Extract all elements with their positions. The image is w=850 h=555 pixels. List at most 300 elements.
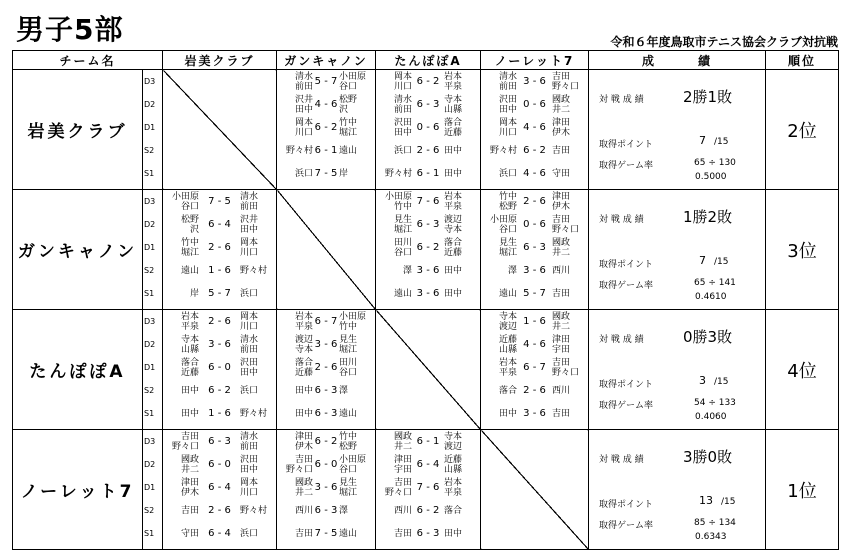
left-players (376, 289, 412, 299)
left-players (376, 506, 412, 516)
player-name: 沢井 (295, 94, 314, 105)
team-row (13, 190, 839, 310)
player-name: 伊木 (552, 127, 571, 138)
left-players (163, 289, 199, 299)
player-name: 岩本 (444, 191, 463, 202)
points-value-group (699, 254, 728, 267)
player-name: 岸 (190, 288, 200, 299)
player-name: 平泉 (444, 201, 463, 212)
player-name: 田中 (240, 464, 259, 475)
right-players (339, 478, 375, 498)
player-name: 平泉 (181, 321, 200, 332)
player-name: 田中 (444, 145, 463, 156)
right-players (444, 432, 480, 452)
player-name: 國政 (295, 477, 314, 488)
match-cell (277, 310, 376, 430)
player-name: 田中 (181, 408, 200, 419)
left-players (277, 118, 313, 138)
match-score: 6 - 3 (208, 435, 231, 447)
results-cell (589, 310, 766, 430)
match-line (481, 379, 588, 402)
player-name: 沢井 (240, 214, 259, 225)
left-players (376, 455, 412, 475)
player-name: 津田 (394, 454, 413, 465)
match-score: 6 - 3 (416, 218, 440, 230)
player-name: 松野 (339, 94, 358, 105)
match-line (481, 236, 588, 259)
player-name: 堀江 (339, 344, 358, 355)
match-score: 6 - 1 (416, 167, 440, 179)
match-line (163, 236, 276, 259)
player-name: 谷口 (499, 224, 518, 235)
player-name: 浜口 (394, 145, 413, 156)
player-name: 國政 (552, 237, 571, 248)
left-players (163, 409, 199, 419)
match-score: 7 - 5 (314, 527, 338, 539)
player-name: 渡辺 (444, 214, 463, 225)
team-row (13, 310, 839, 430)
match-score: 1 - 6 (208, 407, 231, 419)
right-players (444, 529, 480, 539)
left-players (481, 289, 517, 299)
right-players (444, 478, 480, 498)
player-name: 平泉 (295, 321, 314, 332)
player-name: 前田 (499, 81, 518, 92)
match-line (163, 430, 276, 453)
player-name: 前田 (394, 104, 413, 115)
player-name: 田中 (394, 127, 413, 138)
player-name: 松野 (499, 201, 518, 212)
player-name: 田中 (240, 224, 259, 235)
left-players (376, 238, 412, 258)
match-code: D3 (144, 437, 156, 446)
left-players (163, 432, 199, 452)
left-players (163, 215, 199, 235)
match-score: 6 - 2 (416, 75, 440, 87)
match-line (481, 116, 588, 139)
match-score: 4 - 6 (523, 121, 546, 133)
player-name: 平泉 (499, 367, 518, 378)
games-ratio: 65 ÷ 141 (694, 278, 736, 288)
player-name: 谷口 (394, 247, 413, 258)
points-label: 取得ポイント (599, 140, 654, 150)
game-rate-label: 取得ゲーム率 (599, 161, 654, 171)
match-score: 6 - 4 (208, 481, 231, 493)
match-score: 2 - 6 (314, 361, 338, 373)
match-score: 6 - 1 (416, 435, 440, 447)
match-line (277, 310, 375, 333)
results-cell (589, 190, 766, 310)
player-name: 近藤 (444, 247, 463, 258)
player-name: 吉田 (552, 214, 571, 225)
player-name: 渡辺 (295, 334, 314, 345)
match-score: 2 - 6 (208, 504, 231, 516)
left-players (481, 146, 517, 156)
match-score: 6 - 4 (208, 527, 231, 539)
match-score: 5 - 7 (523, 287, 546, 299)
player-name: 清水 (394, 94, 413, 105)
left-players (481, 335, 517, 355)
player-name: 清水 (295, 71, 314, 82)
match-line (163, 356, 276, 379)
player-name: 近藤 (499, 334, 518, 345)
left-players (481, 192, 517, 212)
game-rate-value: 0.4610 (695, 292, 727, 302)
points-suffix: /15 (714, 377, 729, 387)
player-name: 津田 (552, 191, 571, 202)
player-name: 寺本 (499, 311, 518, 322)
player-name: 野々口 (552, 367, 580, 378)
match-line (277, 430, 375, 453)
points-label: 取得ポイント (599, 260, 654, 270)
header-rank: 順位 (766, 51, 839, 70)
right-players (339, 386, 375, 396)
player-name: 田中 (295, 104, 314, 115)
left-players (163, 238, 199, 258)
player-name: 田中 (181, 385, 200, 396)
left-players (481, 169, 517, 179)
player-name: 小田原 (172, 191, 200, 202)
player-name: 清水 (499, 71, 518, 82)
match-code: D1 (144, 483, 156, 492)
match-cell (376, 70, 481, 190)
left-players (163, 386, 199, 396)
right-players (444, 169, 480, 179)
match-codes (143, 310, 163, 430)
player-name: 岡本 (240, 237, 259, 248)
points-value: 7 (699, 134, 707, 147)
player-name: 竹中 (181, 237, 200, 248)
right-players (552, 335, 588, 355)
player-name: 岡本 (295, 117, 314, 128)
player-name: 渡辺 (444, 441, 463, 452)
left-players (277, 146, 313, 156)
self-match-cell (277, 190, 376, 310)
match-score: 4 - 6 (523, 338, 546, 350)
match-line (163, 402, 276, 425)
match-score: 6 - 1 (314, 144, 338, 156)
player-name: 吉田 (552, 71, 571, 82)
match-codes (143, 70, 163, 190)
player-name: 野々村 (240, 265, 268, 276)
points-value-group (699, 494, 735, 507)
right-players (444, 95, 480, 115)
match-score: 2 - 6 (523, 195, 546, 207)
player-name: 山縣 (181, 344, 200, 355)
player-name: 浜口 (240, 288, 259, 299)
match-score: 6 - 3 (314, 504, 338, 516)
player-name: 浜口 (240, 528, 259, 539)
match-code: S1 (144, 289, 155, 298)
player-name: 小田原 (339, 311, 367, 322)
player-name: 沢田 (499, 94, 518, 105)
match-line (277, 333, 375, 356)
player-name: 近藤 (181, 367, 200, 378)
match-score: 0 - 6 (523, 98, 546, 110)
player-name: 平泉 (444, 81, 463, 92)
match-score: 6 - 3 (314, 407, 338, 419)
match-codes (143, 430, 163, 550)
player-name: 津田 (295, 431, 314, 442)
player-name: 野々村 (240, 408, 268, 419)
left-players (277, 432, 313, 452)
left-players (163, 478, 199, 498)
player-name: 谷口 (339, 367, 358, 378)
player-name: 伊木 (295, 441, 314, 452)
player-name: 浜口 (240, 385, 259, 396)
player-name: 前田 (240, 441, 259, 452)
player-name: 堀江 (499, 247, 518, 258)
right-players (339, 146, 375, 156)
right-players (339, 432, 375, 452)
match-code: D2 (144, 100, 156, 109)
player-name: 國政 (394, 431, 413, 442)
player-name: 野々口 (552, 224, 580, 235)
player-name: 沢 (190, 224, 200, 235)
record-label: 対 戦 成 績 (599, 95, 644, 105)
player-name: 田川 (394, 237, 413, 248)
match-score: 6 - 4 (208, 218, 231, 230)
right-players (339, 529, 375, 539)
left-players (376, 146, 412, 156)
player-name: 寺本 (444, 94, 463, 105)
right-players (240, 455, 276, 475)
header-row (13, 51, 839, 70)
right-players (240, 192, 276, 212)
player-name: 落合 (295, 357, 314, 368)
match-line (277, 499, 375, 522)
player-name: 遠山 (339, 408, 358, 419)
player-name: 岡本 (240, 477, 259, 488)
right-players (339, 72, 375, 92)
left-players (481, 312, 517, 332)
player-name: 野々村 (286, 145, 314, 156)
match-cell (481, 190, 589, 310)
left-players (277, 455, 313, 475)
match-line (376, 70, 480, 93)
left-players (376, 432, 412, 452)
right-players (552, 266, 588, 276)
player-name: 田中 (444, 168, 463, 179)
points-suffix: /15 (721, 497, 736, 507)
player-name: 見生 (394, 214, 413, 225)
player-name: 國政 (552, 311, 571, 322)
points-value: 3 (699, 374, 707, 387)
player-name: 岩本 (499, 357, 518, 368)
player-name: 竹中 (499, 191, 518, 202)
player-name: 吉田 (552, 288, 571, 299)
match-line (481, 333, 588, 356)
right-players (552, 238, 588, 258)
player-name: 川口 (240, 487, 259, 498)
right-players (552, 192, 588, 212)
match-cell (277, 70, 376, 190)
match-cell (163, 310, 277, 430)
match-score: 7 - 6 (416, 195, 440, 207)
match-line (481, 93, 588, 116)
player-name: 山縣 (444, 104, 463, 115)
team-name: ガンキャノン (13, 190, 143, 310)
player-name: 吉田 (552, 408, 571, 419)
player-name: 野々村 (240, 505, 268, 516)
match-score: 1 - 6 (208, 264, 231, 276)
player-name: 田中 (499, 104, 518, 115)
player-name: 岩本 (295, 311, 314, 322)
player-name: 岩本 (444, 477, 463, 488)
match-code: D1 (144, 243, 156, 252)
right-players (552, 146, 588, 156)
left-players (376, 95, 412, 115)
left-players (163, 358, 199, 378)
right-players (552, 118, 588, 138)
player-name: 岡本 (499, 117, 518, 128)
match-cell (376, 190, 481, 310)
team-row (13, 430, 839, 550)
match-line (376, 453, 480, 476)
player-name: 田中 (444, 528, 463, 539)
player-name: 井二 (552, 321, 571, 332)
match-code: D3 (144, 317, 156, 326)
right-players (339, 358, 375, 378)
left-players (277, 72, 313, 92)
match-score: 6 - 2 (208, 384, 231, 396)
left-players (163, 335, 199, 355)
player-name: 田中 (295, 408, 314, 419)
player-name: 松野 (339, 441, 358, 452)
match-line (163, 499, 276, 522)
left-players (481, 72, 517, 92)
right-players (339, 409, 375, 419)
match-code: S2 (144, 146, 155, 155)
right-players (444, 455, 480, 475)
left-players (481, 266, 517, 276)
match-line (481, 282, 588, 305)
player-name: 遠山 (394, 288, 413, 299)
player-name: 伊木 (552, 201, 571, 212)
player-name: 野々口 (172, 441, 200, 452)
player-name: 宇田 (394, 464, 413, 475)
player-name: 清水 (240, 431, 259, 442)
right-players (339, 312, 375, 332)
match-score: 0 - 6 (416, 121, 440, 133)
match-line (376, 476, 480, 499)
right-players (240, 358, 276, 378)
match-score: 3 - 6 (314, 338, 338, 350)
player-name: 吉田 (181, 431, 200, 442)
match-score: 6 - 2 (416, 504, 440, 516)
match-code: S2 (144, 386, 155, 395)
subtitle: 令和６年度鳥取市テニス協会クラブ対抗戦 (610, 35, 838, 49)
right-players (240, 432, 276, 452)
left-players (376, 215, 412, 235)
match-line (481, 190, 588, 213)
left-players (481, 238, 517, 258)
player-name: 堀江 (339, 127, 358, 138)
player-name: 落合 (444, 505, 463, 516)
match-line (163, 259, 276, 282)
player-name: 小田原 (490, 214, 518, 225)
left-players (481, 215, 517, 235)
match-code: D1 (144, 123, 156, 132)
left-players (163, 192, 199, 212)
player-name: 近藤 (444, 454, 463, 465)
match-score: 7 - 6 (416, 481, 440, 493)
match-cell (277, 430, 376, 550)
player-name: 岩本 (181, 311, 200, 322)
player-name: 遠山 (339, 145, 358, 156)
match-line (481, 310, 588, 333)
match-line (376, 259, 480, 282)
player-name: 落合 (181, 357, 200, 368)
player-name: 落合 (499, 385, 518, 396)
player-name: 吉田 (394, 477, 413, 488)
match-code: D2 (144, 340, 156, 349)
player-name: 堀江 (394, 224, 413, 235)
match-line (376, 93, 480, 116)
player-name: 田中 (499, 408, 518, 419)
match-code: S2 (144, 266, 155, 275)
left-players (277, 312, 313, 332)
points-suffix: /15 (714, 137, 729, 147)
player-name: 田中 (444, 265, 463, 276)
game-rate-value: 0.4060 (695, 412, 727, 422)
record-label: 対 戦 成 績 (599, 335, 644, 345)
rank: 3位 (766, 190, 839, 310)
points-value: 13 (699, 494, 714, 507)
left-players (163, 529, 199, 539)
right-players (552, 72, 588, 92)
match-line (376, 282, 480, 305)
match-score: 1 - 6 (523, 315, 546, 327)
match-line (481, 402, 588, 425)
match-line (277, 162, 375, 185)
player-name: 岸 (339, 168, 349, 179)
match-score: 6 - 2 (416, 241, 440, 253)
player-name: 吉田 (552, 357, 571, 368)
player-name: 田中 (295, 385, 314, 396)
match-code: S1 (144, 169, 155, 178)
right-players (240, 312, 276, 332)
left-players (376, 118, 412, 138)
games-ratio: 65 ÷ 130 (694, 158, 736, 168)
match-codes (143, 190, 163, 310)
match-line (376, 213, 480, 236)
points-suffix: /15 (714, 257, 729, 267)
match-score: 6 - 2 (314, 435, 338, 447)
match-code: D1 (144, 363, 156, 372)
match-score: 6 - 4 (416, 458, 440, 470)
right-players (552, 95, 588, 115)
match-score: 6 - 7 (314, 315, 338, 327)
right-players (444, 72, 480, 92)
team-row (13, 70, 839, 190)
player-name: 寺本 (444, 431, 463, 442)
player-name: 川口 (240, 247, 259, 258)
player-name: 守田 (552, 168, 571, 179)
match-score: 3 - 6 (523, 407, 546, 419)
right-players (444, 506, 480, 516)
player-name: 竹中 (339, 431, 358, 442)
player-name: 津田 (552, 117, 571, 128)
right-players (444, 146, 480, 156)
header-team-3: たんぽぽA (376, 51, 481, 70)
match-code: S2 (144, 506, 155, 515)
match-score: 3 - 6 (208, 338, 231, 350)
player-name: 田川 (339, 357, 358, 368)
match-line (163, 379, 276, 402)
left-players (277, 529, 313, 539)
match-line (481, 70, 588, 93)
